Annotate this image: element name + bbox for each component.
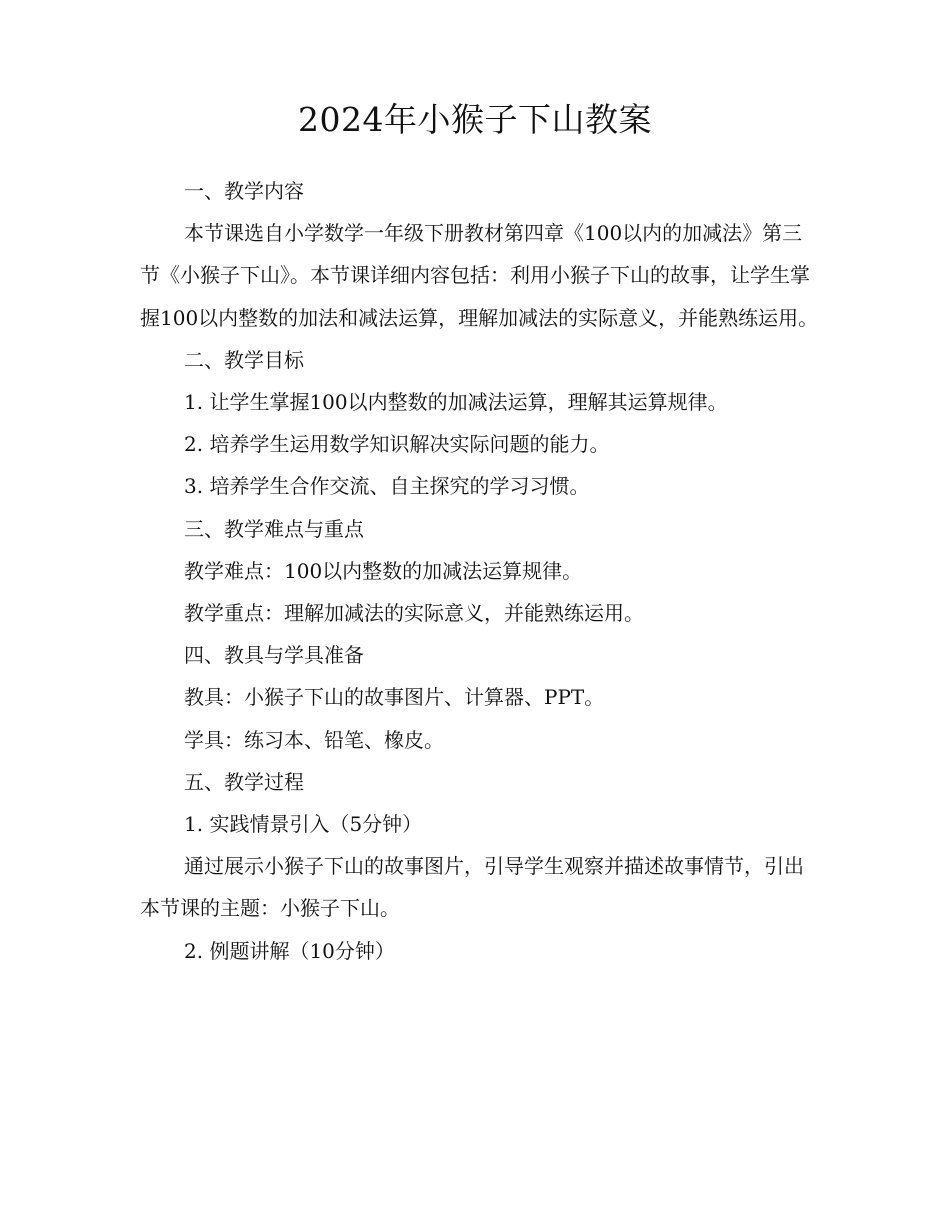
process-step-1: 1. 实践情景引入（5分钟）	[184, 812, 423, 837]
goal-item-3: 3. 培养学生合作交流、自主探究的学习习惯。	[184, 474, 590, 499]
section-heading-materials: 四、教具与学具准备	[184, 643, 364, 668]
process-step-1-description: 通过展示小猴子下山的故事图片，引导学生观察并描述故事情节，引出本节课的主题：小猴子下山。	[140, 854, 804, 921]
paragraph-teaching-content: 本节课选自小学数学一年级下册教材第四章《100以内的加减法》第三节《小猴子下山》。本节课详细内容包括：利用小猴子下山的故事，让学生掌握100以内整数的加法和减法运算，理解加减法的实际意义，并能熟练运用。	[140, 221, 819, 330]
teaching-focus: 教学重点：理解加减法的实际意义，并能熟练运用。	[184, 601, 644, 626]
teaching-difficulty: 教学难点：100以内整数的加减法运算规律。	[184, 558, 583, 583]
goal-item-1: 1. 让学生掌握100以内整数的加减法运算，理解其运算规律。	[184, 390, 728, 415]
process-step-2: 2. 例题讲解（10分钟）	[184, 938, 395, 963]
document-title: 2024年小猴子下山教案	[298, 100, 652, 139]
section-heading-teaching-goals: 二、教学目标	[184, 347, 304, 372]
document-body	[140, 170, 820, 972]
teacher-materials: 教具：小猴子下山的故事图片、计算器、PPT。	[184, 685, 605, 710]
section-heading-difficulty-focus: 三、教学难点与重点	[184, 516, 364, 541]
goal-item-2: 2. 培养学生运用数学知识解决实际问题的能力。	[184, 432, 610, 457]
section-heading-teaching-process: 五、教学过程	[184, 769, 304, 794]
student-materials: 学具：练习本、铅笔、橡皮。	[184, 727, 444, 752]
section-heading-teaching-content: 一、教学内容	[184, 179, 304, 203]
